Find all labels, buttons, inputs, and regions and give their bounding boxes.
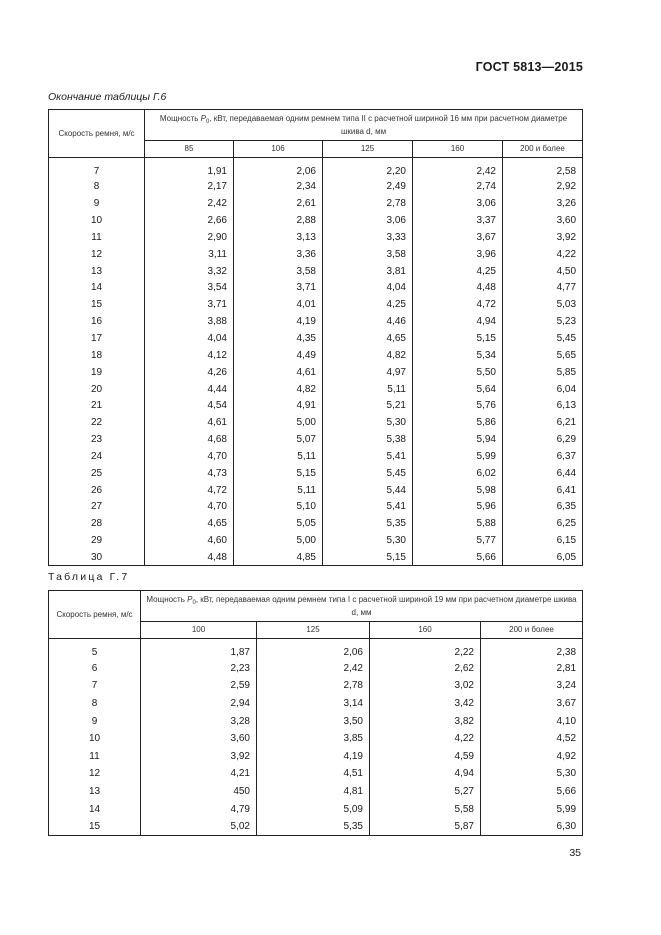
table-g6-body [49, 158, 583, 566]
power-cell: 3,32 [145, 263, 234, 280]
table-row [49, 296, 583, 313]
power-cell: 5,07 [234, 431, 323, 448]
power-cell: 5,99 [413, 448, 503, 465]
power-cell: 6,04 [503, 381, 583, 398]
power-cell: 2,81 [481, 660, 583, 678]
power-cell: 3,92 [141, 747, 257, 765]
power-cell: 2,20 [323, 158, 413, 179]
table-row [49, 765, 583, 783]
power-cell: 1,91 [145, 158, 234, 179]
power-cell: 3,67 [481, 695, 583, 713]
speed-cell: 26 [49, 482, 145, 499]
table-g6 [48, 109, 583, 566]
power-cell: 2,17 [145, 179, 234, 196]
speed-cell: 28 [49, 515, 145, 532]
power-cell: 3,96 [413, 246, 503, 263]
power-cell: 5,65 [503, 347, 583, 364]
power-cell: 5,77 [413, 532, 503, 549]
power-cell: 4,48 [145, 549, 234, 566]
speed-cell: 18 [49, 347, 145, 364]
power-cell: 6,35 [503, 499, 583, 516]
table-row [49, 229, 583, 246]
diameter-header: 125 [257, 622, 370, 639]
table-row [49, 381, 583, 398]
power-cell: 4,19 [234, 313, 323, 330]
power-cell: 4,21 [141, 765, 257, 783]
power-cell: 3,02 [370, 677, 481, 695]
power-cell: 5,03 [503, 296, 583, 313]
speed-header: Скорость ремня, м/с [49, 591, 141, 639]
speed-cell: 11 [49, 229, 145, 246]
power-cell: 4,04 [323, 280, 413, 297]
power-cell: 3,58 [234, 263, 323, 280]
power-cell: 2,49 [323, 179, 413, 196]
power-cell: 5,76 [413, 397, 503, 414]
power-cell: 4,94 [413, 313, 503, 330]
speed-header: Скорость ремня, м/с [49, 110, 145, 158]
power-cell: 5,30 [481, 765, 583, 783]
power-cell: 2,88 [234, 212, 323, 229]
diameter-header: 200 и более [503, 141, 583, 158]
table-row [49, 212, 583, 229]
speed-cell: 8 [49, 695, 141, 713]
power-cell: 3,71 [234, 280, 323, 297]
speed-cell: 13 [49, 783, 141, 801]
power-cell: 5,41 [323, 499, 413, 516]
diameter-header: 106 [234, 141, 323, 158]
power-cell: 6,13 [503, 397, 583, 414]
speed-cell: 25 [49, 465, 145, 482]
power-cell: 3,60 [141, 730, 257, 748]
power-cell: 5,98 [413, 482, 503, 499]
table-row [49, 347, 583, 364]
speed-cell: 10 [49, 212, 145, 229]
power-cell: 3,26 [503, 195, 583, 212]
power-cell: 4,70 [145, 448, 234, 465]
table-row [49, 364, 583, 381]
power-cell: 6,05 [503, 549, 583, 566]
power-cell: 3,11 [145, 246, 234, 263]
power-cell: 5,38 [323, 431, 413, 448]
power-cell: 3,37 [413, 212, 503, 229]
diameter-header: 200 и более [481, 622, 583, 639]
diameter-header: 160 [413, 141, 503, 158]
speed-cell: 5 [49, 639, 141, 660]
power-cell: 5,15 [413, 330, 503, 347]
power-cell: 4,72 [145, 482, 234, 499]
power-cell: 5,96 [413, 499, 503, 516]
power-cell: 5,21 [323, 397, 413, 414]
power-cell: 2,06 [234, 158, 323, 179]
power-cell: 5,64 [413, 381, 503, 398]
power-cell: 4,12 [145, 347, 234, 364]
power-cell: 6,15 [503, 532, 583, 549]
speed-cell: 16 [49, 313, 145, 330]
speed-cell: 21 [49, 397, 145, 414]
table-row [49, 747, 583, 765]
power-cell: 4,65 [323, 330, 413, 347]
diameter-header: 160 [370, 622, 481, 639]
power-cell: 6,44 [503, 465, 583, 482]
power-cell: 2,92 [503, 179, 583, 196]
power-cell: 4,04 [145, 330, 234, 347]
power-cell: 5,87 [370, 818, 481, 836]
power-cell: 4,01 [234, 296, 323, 313]
power-cell: 3,14 [257, 695, 370, 713]
power-cell: 2,38 [481, 639, 583, 660]
power-cell: 5,15 [323, 549, 413, 566]
power-cell: 6,25 [503, 515, 583, 532]
speed-cell: 14 [49, 800, 141, 818]
power-cell: 6,02 [413, 465, 503, 482]
power-cell: 5,02 [141, 818, 257, 836]
speed-cell: 13 [49, 263, 145, 280]
speed-cell: 10 [49, 730, 141, 748]
power-cell: 4,79 [141, 800, 257, 818]
power-cell: 3,92 [503, 229, 583, 246]
table-row [49, 818, 583, 836]
power-cell: 5,66 [413, 549, 503, 566]
diameter-header: 125 [323, 141, 413, 158]
power-cell: 5,35 [323, 515, 413, 532]
power-cell: 5,11 [234, 448, 323, 465]
power-cell: 4,65 [145, 515, 234, 532]
power-cell: 3,60 [503, 212, 583, 229]
table-g7-caption: Таблица Г.7 [48, 571, 130, 583]
table-row [49, 677, 583, 695]
table-row [49, 263, 583, 280]
power-cell: 3,36 [234, 246, 323, 263]
power-cell: 4,61 [234, 364, 323, 381]
power-cell: 4,10 [481, 712, 583, 730]
power-cell: 1,87 [141, 639, 257, 660]
power-cell: 4,51 [257, 765, 370, 783]
table-g6-caption: Окончание таблицы Г.6 [48, 91, 167, 103]
power-cell: 5,00 [234, 532, 323, 549]
power-cell: 5,34 [413, 347, 503, 364]
power-cell: 2,94 [141, 695, 257, 713]
power-cell: 5,45 [323, 465, 413, 482]
power-cell: 3,42 [370, 695, 481, 713]
speed-cell: 6 [49, 660, 141, 678]
table-row [49, 482, 583, 499]
power-cell: 6,37 [503, 448, 583, 465]
speed-cell: 15 [49, 818, 141, 836]
speed-cell: 11 [49, 747, 141, 765]
table-row [49, 549, 583, 566]
table-row [49, 800, 583, 818]
speed-cell: 30 [49, 549, 145, 566]
power-cell: 3,81 [323, 263, 413, 280]
power-cell: 5,44 [323, 482, 413, 499]
power-cell: 4,73 [145, 465, 234, 482]
power-cell: 2,78 [257, 677, 370, 695]
power-cell: 3,71 [145, 296, 234, 313]
power-cell: 5,10 [234, 499, 323, 516]
table-row [49, 330, 583, 347]
power-cell: 2,23 [141, 660, 257, 678]
power-cell: 3,88 [145, 313, 234, 330]
speed-cell: 9 [49, 195, 145, 212]
power-cell: 3,06 [413, 195, 503, 212]
speed-cell: 7 [49, 158, 145, 179]
speed-cell: 27 [49, 499, 145, 516]
power-cell: 6,30 [481, 818, 583, 836]
table-row [49, 179, 583, 196]
power-cell: 5,66 [481, 783, 583, 801]
power-cell: 6,29 [503, 431, 583, 448]
power-cell: 2,59 [141, 677, 257, 695]
power-cell: 2,58 [503, 158, 583, 179]
power-cell: 4,61 [145, 414, 234, 431]
power-cell: 4,25 [413, 263, 503, 280]
power-cell: 3,13 [234, 229, 323, 246]
power-cell: 2,90 [145, 229, 234, 246]
table-row [49, 195, 583, 212]
speed-cell: 7 [49, 677, 141, 695]
power-cell: 5,86 [413, 414, 503, 431]
power-cell: 2,42 [413, 158, 503, 179]
power-cell: 4,94 [370, 765, 481, 783]
power-cell: 3,24 [481, 677, 583, 695]
power-cell: 2,06 [257, 639, 370, 660]
power-cell: 5,11 [234, 482, 323, 499]
power-cell: 4,81 [257, 783, 370, 801]
power-cell: 3,33 [323, 229, 413, 246]
power-cell: 4,72 [413, 296, 503, 313]
power-cell: 3,54 [145, 280, 234, 297]
table-row [49, 783, 583, 801]
power-cell: 4,22 [503, 246, 583, 263]
power-cell: 5,99 [481, 800, 583, 818]
power-cell: 3,67 [413, 229, 503, 246]
power-cell: 5,05 [234, 515, 323, 532]
power-cell: 2,34 [234, 179, 323, 196]
power-cell: 3,85 [257, 730, 370, 748]
power-cell: 4,70 [145, 499, 234, 516]
speed-cell: 9 [49, 712, 141, 730]
power-cell: 2,62 [370, 660, 481, 678]
power-cell: 2,61 [234, 195, 323, 212]
power-cell: 4,85 [234, 549, 323, 566]
power-cell: 6,41 [503, 482, 583, 499]
table-row [49, 499, 583, 516]
power-cell: 5,30 [323, 532, 413, 549]
power-cell: 4,60 [145, 532, 234, 549]
table-row [49, 712, 583, 730]
power-cell: 2,42 [145, 195, 234, 212]
power-cell: 4,97 [323, 364, 413, 381]
power-cell: 5,94 [413, 431, 503, 448]
table-row [49, 414, 583, 431]
table-row [49, 532, 583, 549]
power-cell: 5,45 [503, 330, 583, 347]
diameter-header: 100 [141, 622, 257, 639]
power-cell: 4,19 [257, 747, 370, 765]
speed-cell: 23 [49, 431, 145, 448]
table-row [49, 515, 583, 532]
power-cell: 4,22 [370, 730, 481, 748]
table-row [49, 730, 583, 748]
power-cell: 4,82 [234, 381, 323, 398]
power-cell: 5,09 [257, 800, 370, 818]
power-cell: 4,26 [145, 364, 234, 381]
power-cell: 4,46 [323, 313, 413, 330]
power-cell: 4,82 [323, 347, 413, 364]
power-cell: 4,59 [370, 747, 481, 765]
table-row [49, 448, 583, 465]
power-cell: 4,77 [503, 280, 583, 297]
power-cell: 3,82 [370, 712, 481, 730]
power-cell: 5,23 [503, 313, 583, 330]
table-row [49, 660, 583, 678]
power-cell: 5,85 [503, 364, 583, 381]
speed-cell: 17 [49, 330, 145, 347]
power-header: Мощность $P_0$, кВт, передаваемая одним ремнем типа I с расчетной шириной 19 мм при расчетном диаметре шкива d, мм [141, 591, 583, 622]
power-cell: 5,35 [257, 818, 370, 836]
diameter-header: 85 [145, 141, 234, 158]
power-cell: 4,25 [323, 296, 413, 313]
table-row [49, 397, 583, 414]
speed-cell: 20 [49, 381, 145, 398]
table-row [49, 246, 583, 263]
power-cell: 2,42 [257, 660, 370, 678]
speed-cell: 12 [49, 246, 145, 263]
table-row [49, 158, 583, 179]
power-cell: 4,68 [145, 431, 234, 448]
power-cell: 3,50 [257, 712, 370, 730]
power-cell: 4,91 [234, 397, 323, 414]
speed-cell: 15 [49, 296, 145, 313]
power-cell: 3,58 [323, 246, 413, 263]
power-cell: 2,22 [370, 639, 481, 660]
power-cell: 5,88 [413, 515, 503, 532]
page-number: 35 [569, 847, 581, 859]
power-cell: 5,11 [323, 381, 413, 398]
power-cell: 3,28 [141, 712, 257, 730]
table-row [49, 280, 583, 297]
power-cell: 5,30 [323, 414, 413, 431]
power-cell: 5,50 [413, 364, 503, 381]
power-cell: 2,74 [413, 179, 503, 196]
power-cell: 4,50 [503, 263, 583, 280]
power-cell: 4,92 [481, 747, 583, 765]
power-cell: 5,15 [234, 465, 323, 482]
table-g7-body [49, 639, 583, 836]
power-header: Мощность $P_0$, кВт, передаваемая одним ремнем типа II с расчетной шириной 16 мм при расчетном диаметре шкива d, мм [145, 110, 583, 141]
power-cell: 4,49 [234, 347, 323, 364]
power-cell: 2,78 [323, 195, 413, 212]
speed-cell: 24 [49, 448, 145, 465]
power-cell: 5,27 [370, 783, 481, 801]
power-cell: 4,52 [481, 730, 583, 748]
table-row [49, 313, 583, 330]
speed-cell: 8 [49, 179, 145, 196]
table-row [49, 639, 583, 660]
power-cell: 450 [141, 783, 257, 801]
speed-cell: 22 [49, 414, 145, 431]
speed-cell: 19 [49, 364, 145, 381]
table-g7 [48, 590, 583, 836]
table-row [49, 431, 583, 448]
power-cell: 4,48 [413, 280, 503, 297]
power-cell: 5,41 [323, 448, 413, 465]
power-cell: 3,06 [323, 212, 413, 229]
power-cell: 6,21 [503, 414, 583, 431]
standard-code: ГОСТ 5813—2015 [475, 60, 583, 74]
table-row [49, 695, 583, 713]
power-cell: 4,44 [145, 381, 234, 398]
power-cell: 5,58 [370, 800, 481, 818]
table-row [49, 465, 583, 482]
speed-cell: 14 [49, 280, 145, 297]
power-cell: 5,00 [234, 414, 323, 431]
power-cell: 4,35 [234, 330, 323, 347]
power-cell: 4,54 [145, 397, 234, 414]
speed-cell: 29 [49, 532, 145, 549]
power-cell: 2,66 [145, 212, 234, 229]
speed-cell: 12 [49, 765, 141, 783]
